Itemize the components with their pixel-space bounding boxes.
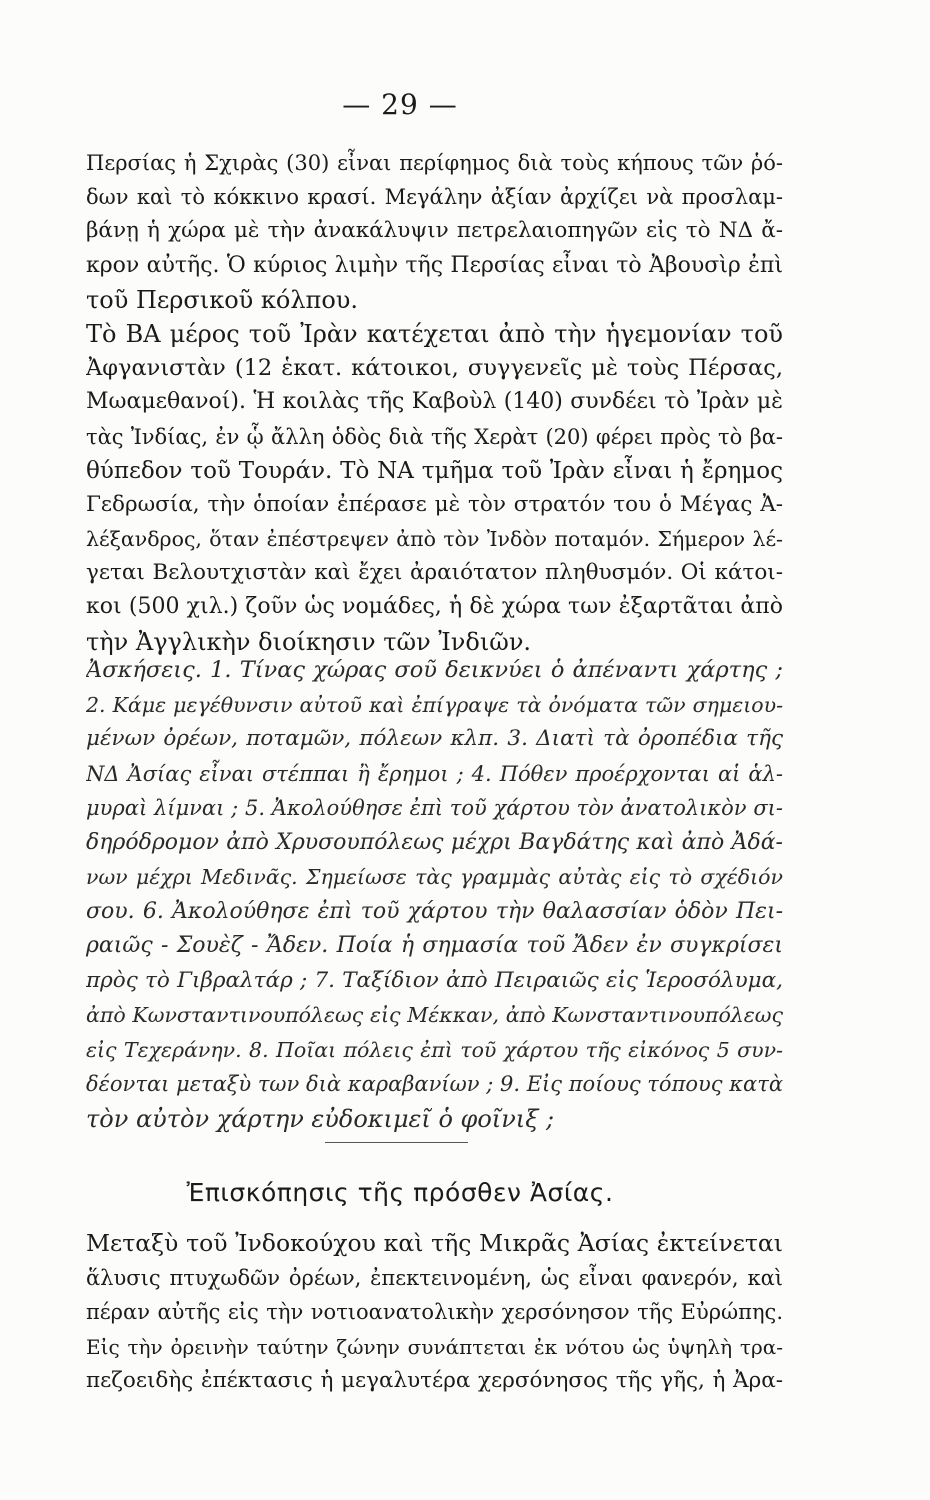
exercise-line: νων μέχρι Μεδινᾶς. Σημείωσε τὰς γραμμὰς αὐτὰς εἰς τὸ σχέδιόν xyxy=(86,865,783,889)
text-line: Εἰς τὴν ὀρεινὴν ταύτην ζώνην συνάπτεται ἐκ νότου ὡς ὑψηλὴ τρα- xyxy=(86,1334,783,1359)
exercise-line: σου. 6. Ἀκολούθησε ἐπὶ τοῦ χάρτου τὴν θαλασσίαν ὁδὸν Πει- xyxy=(86,898,783,924)
text-line: Γεδρωσία, τὴν ὁποίαν ἐπέρασε μὲ τὸν στρατόν του ὁ Μέγας Ἀ- xyxy=(86,491,783,517)
exercise-line: μένων ὀρέων, ποταμῶν, πόλεων κλπ. 3. Διατὶ τὰ ὀροπέδια τῆς xyxy=(86,726,783,751)
text-line: κοι (500 χιλ.) ζοῦν ὡς νομάδες, ἡ δὲ χώρα των ἐξαρτᾶται ἀπὸ xyxy=(86,594,783,620)
text-line: τὴν Ἀγγλικὴν διοίκησιν τῶν Ἰνδιῶν. xyxy=(86,627,532,656)
exercise-line: 2. Κάμε μεγέθυνσιν αὐτοῦ καὶ ἐπίγραψε τὰ ὀνόματα τῶν σημειου- xyxy=(86,692,783,717)
paragraph-persia-afghanistan xyxy=(86,146,783,659)
exercise-line: Ἀσκήσεις. 1. Τίνας χώρας σοῦ δεικνύει ὁ ἀπέναντι χάρτης ; xyxy=(86,657,783,683)
text-line: λέξανδρος, ὅταν ἐπέστρεψεν ἀπὸ τὸν Ἰνδὸν ποταμόν. Σήμερον λέ- xyxy=(86,527,783,552)
text-line: πέραν αὐτῆς εἰς τὴν νοτιοανατολικὴν χερσόνησον τῆς Εὐρώπης. xyxy=(86,1300,783,1325)
text-line: Μωαμεθανοί). Ἡ κοιλὰς τῆς Καβοὺλ (140) συνδέει τὸ Ἰρὰν μὲ xyxy=(86,389,783,415)
exercise-line: ΝΔ Ἀσίας εἶναι στέππαι ἢ ἔρημοι ; 4. Πόθεν προέρχονται αἱ ἁλ- xyxy=(86,761,783,786)
exercise-line: δηρόδρομον ἀπὸ Χρυσουπόλεως μέχρι Βαγδάτης καὶ ἀπὸ Ἀδά- xyxy=(86,829,783,855)
page-number: — 29 — xyxy=(342,88,458,121)
text-line: κρον αὐτῆς. Ὁ κύριος λιμὴν τῆς Περσίας εἶναι τὸ Ἀβουσὶρ ἐπὶ xyxy=(86,252,783,278)
text-line: Περσίας ἡ Σχιρὰς (30) εἶναι περίφημος διὰ τοὺς κήπους τῶν ῥό- xyxy=(86,151,783,175)
text-line: τοῦ Περσικοῦ κόλπου. xyxy=(86,285,358,314)
exercise-line: μυραὶ λίμναι ; 5. Ἀκολούθησε ἐπὶ τοῦ χάρτου τὸν ἀνατολικὸν σι- xyxy=(86,796,783,820)
text-line: θύπεδον τοῦ Τουράν. Τὸ ΝΑ τμῆμα τοῦ Ἰρὰν εἶναι ἡ ἔρημος xyxy=(86,457,783,484)
exercise-line: εἰς Τεχεράνην. 8. Ποῖαι πόλεις ἐπὶ τοῦ χάρτου τῆς εἰκόνος 5 συν- xyxy=(86,1037,783,1062)
text-line: γεται Βελουτχιστὰν καὶ ἔχει ἀραιότατον πληθυσμόν. Οἱ κάτοι- xyxy=(86,560,783,586)
text-line: βάνῃ ἡ χώρα μὲ τὴν ἀνακάλυψιν πετρελαιοπηγῶν εἰς τὸ ΝΔ ἄ- xyxy=(86,218,783,244)
exercise-line: ἀπὸ Κωνσταντινουπόλεως εἰς Μέκκαν, ἀπὸ Κωνσταντινουπόλεως xyxy=(86,1003,783,1027)
section-divider xyxy=(325,1142,468,1143)
text-line: Ἀφγανιστὰν (12 ἑκατ. κάτοικοι, συγγενεῖς μὲ τοὺς Πέρσας, xyxy=(86,355,783,382)
section-heading: Ἐπισκόπησις τῆς πρόσθεν Ἀσίας. xyxy=(186,1178,614,1207)
text-line: Μεταξὺ τοῦ Ἰνδοκούχου καὶ τῆς Μικρᾶς Ἀσίας ἐκτείνεται xyxy=(86,1229,783,1257)
text-line: πεζοειδὴς ἐπέκτασις ἡ μεγαλυτέρα χερσόνησος τῆς γῆς, ἡ Ἀρα- xyxy=(86,1368,783,1394)
text-line: τὰς Ἰνδίας, ἐν ᾧ ἄλλη ὁδὸς διὰ τῆς Χερὰτ (20) φέρει πρὸς τὸ βα- xyxy=(86,424,783,449)
section-paragraph xyxy=(86,1226,783,1399)
text-line: ἅλυσις πτυχωδῶν ὀρέων, ἐπεκτεινομένη, ὡς εἶναι φανερόν, καὶ xyxy=(86,1265,783,1290)
exercise-line: ραιῶς - Σουὲζ - Ἄδεν. Ποία ἡ σημασία τοῦ Ἄδεν ἐν συγκρίσει xyxy=(86,933,783,958)
exercise-line: τὸν αὐτὸν χάρτην εὐδοκιμεῖ ὁ φοῖνιξ ; xyxy=(86,1104,555,1133)
exercise-line: δέονται μεταξὺ των διὰ καραβανίων ; 9. Εἰς ποίους τόπους κατὰ xyxy=(86,1072,783,1096)
exercise-line: πρὸς τὸ Γιβραλτάρ ; 7. Ταξίδιον ἀπὸ Πειραιῶς εἰς Ἱεροσόλυμα, xyxy=(86,967,783,993)
text-line: δων καὶ τὸ κόκκινο κρασί. Μεγάλην ἀξίαν ἀρχίζει νὰ προσλαμ- xyxy=(86,185,783,210)
exercises-block xyxy=(86,653,783,1136)
text-line: Τὸ ΒΑ μέρος τοῦ Ἰρὰν κατέχεται ἀπὸ τὴν ἡγεμονίαν τοῦ xyxy=(86,319,783,348)
